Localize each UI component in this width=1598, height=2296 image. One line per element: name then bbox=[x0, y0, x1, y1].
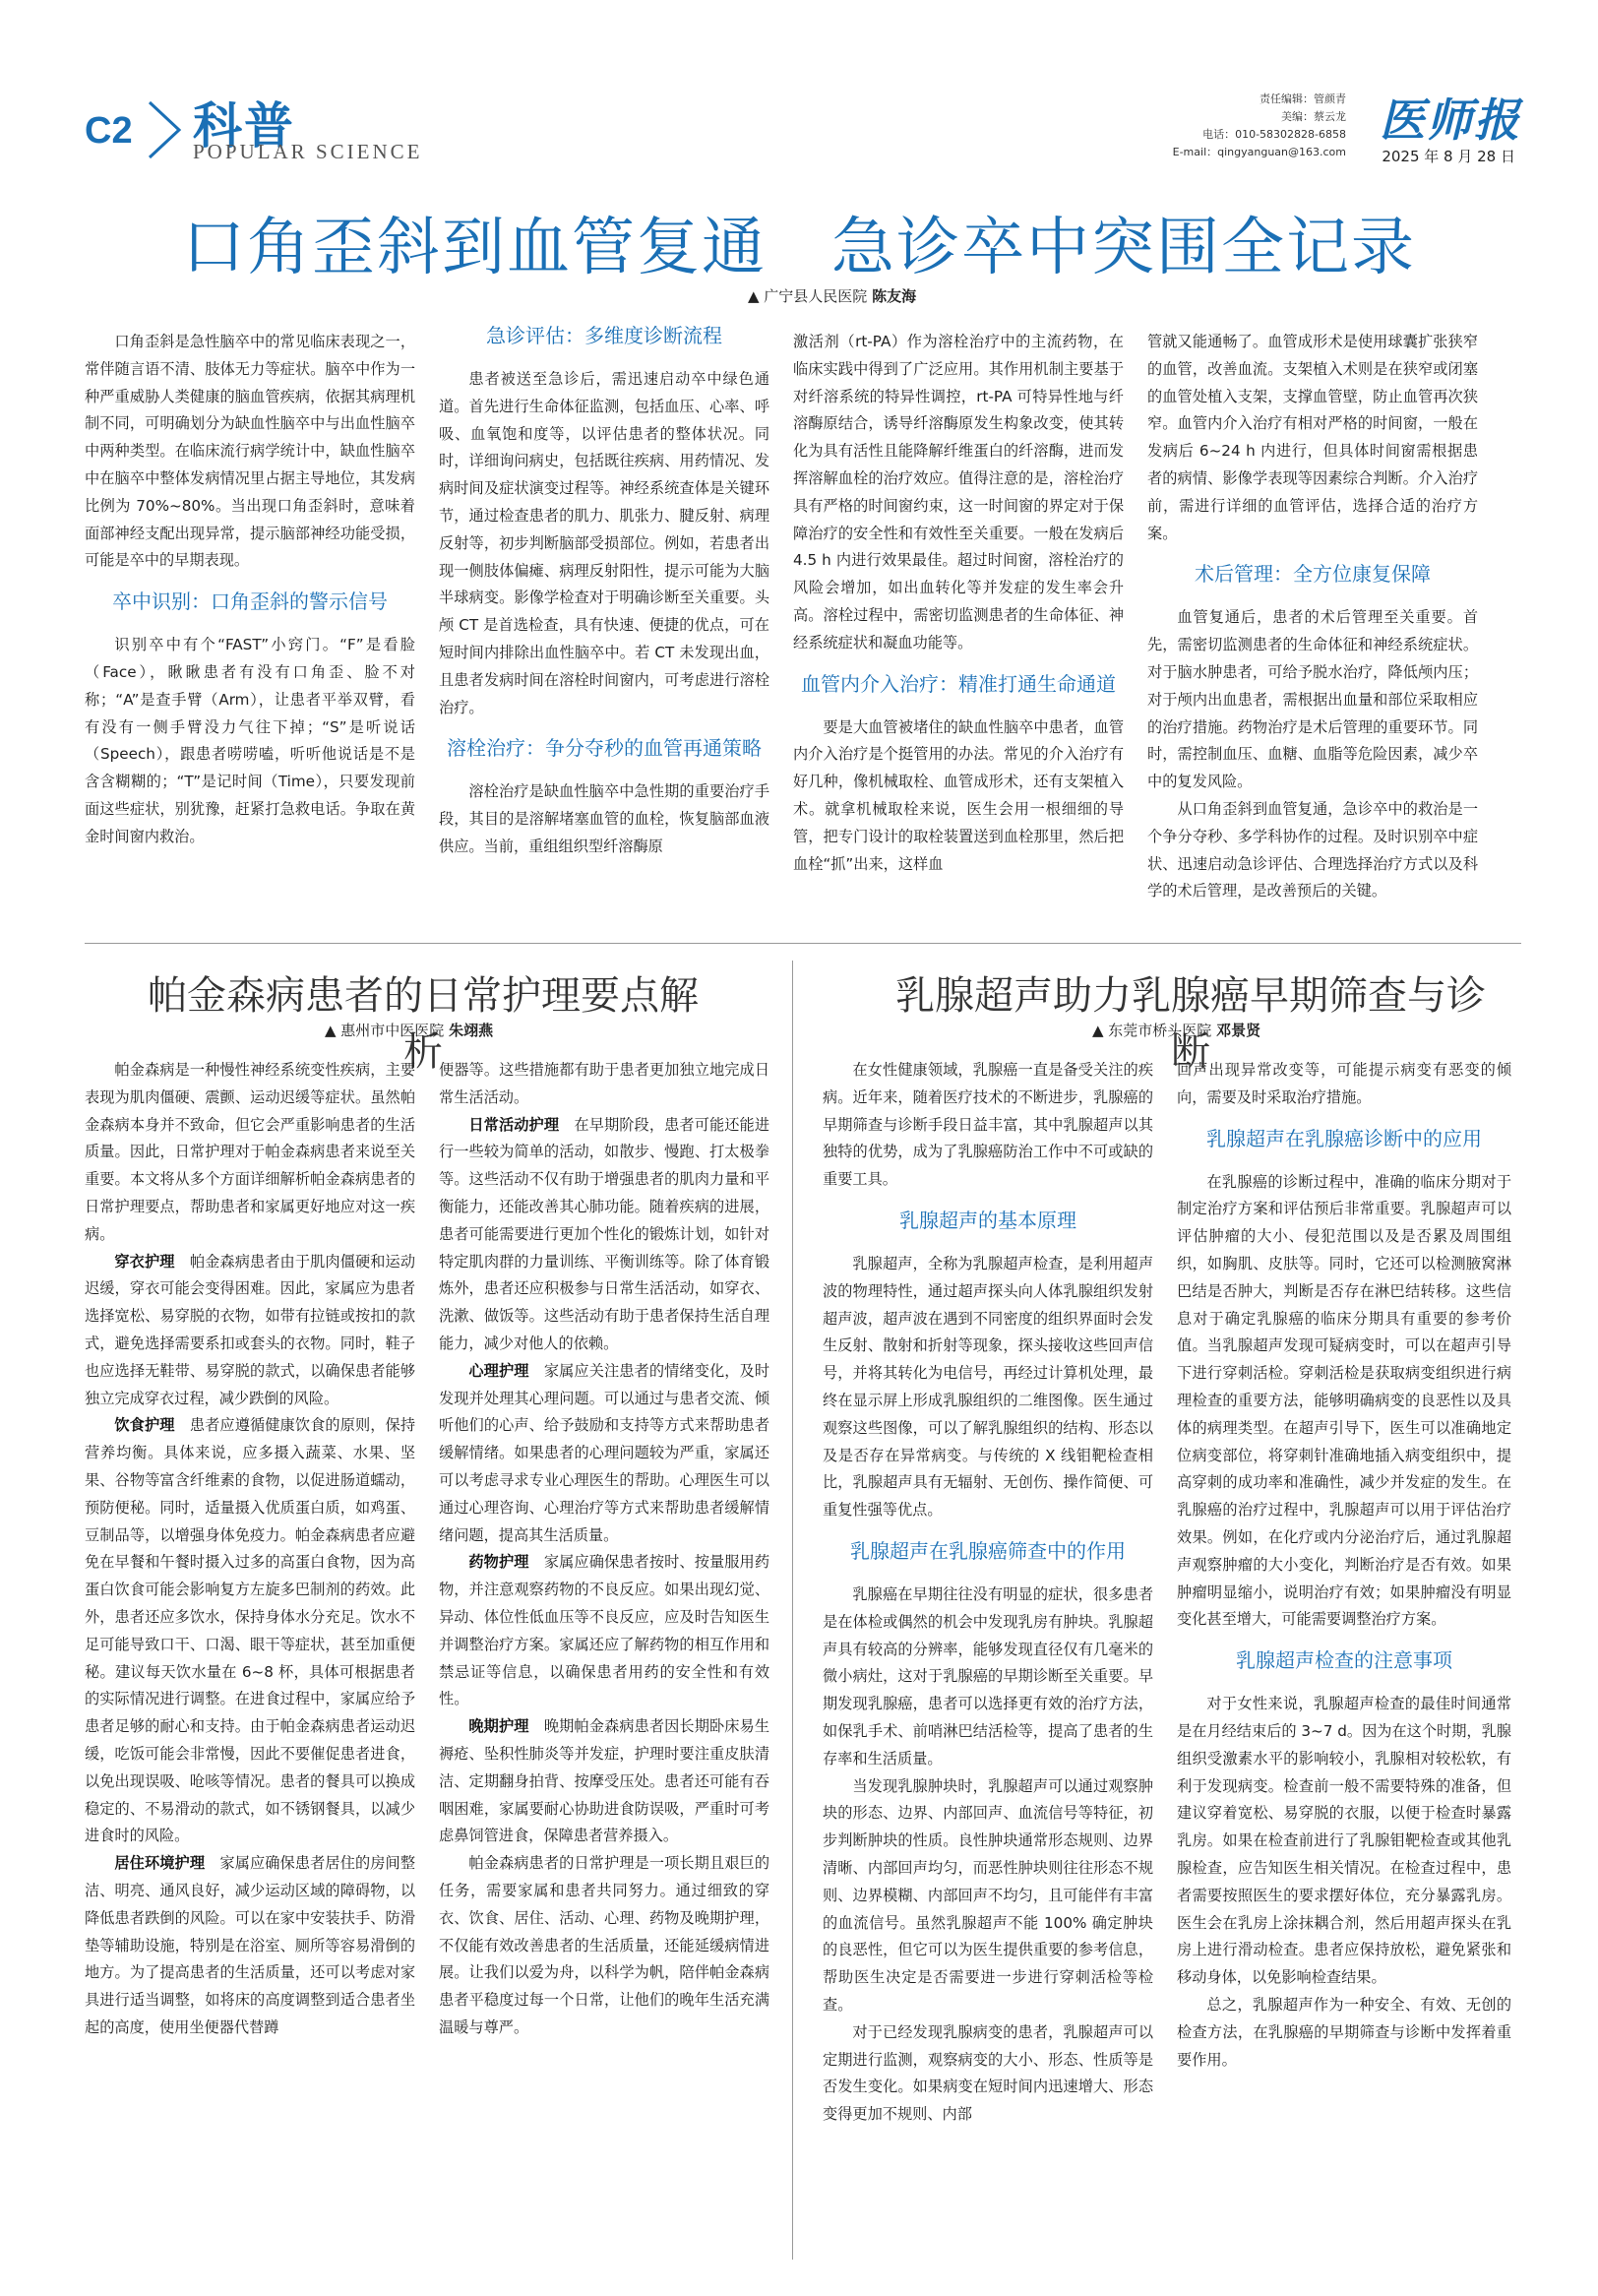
byline-org: ▲ 广宁县人民医院 bbox=[748, 287, 873, 305]
paragraph-text: 家属应确保患者居住的房间整洁、明亮、通风良好，减少运动区域的障碍物，以降低患者跌倒的风险。可以在家中安装扶手、防滑垫等辅助设施，特别是在浴室、厕所等容易滑倒的地方。为了提高患者的生活质量，还可以考虑对家具进行适当调整，如将床的高度调整到适合患者坐起的高度，使用坐便器代替蹲 bbox=[85, 1854, 415, 2036]
paragraph: 帕金森病是一种慢性神经系统变性疾病，主要表现为肌肉僵硬、震颤、运动迟缓等症状。虽然帕金森病本身并不致命，但它会严重影响患者的生活质量。因此，日常护理对于帕金森病患者来说至关重要。本文将从多个方面详细解析帕金森病患者的日常护理要点，帮助患者和家属更好地应对这一疾病。 bbox=[85, 1061, 415, 1243]
article3-column-1 bbox=[823, 1057, 1153, 2258]
paragraph: 便器等。这些措施都有助于患者更加独立地完成日常生活活动。 bbox=[439, 1061, 769, 1106]
designer-line: 美编：蔡云龙 bbox=[1281, 110, 1346, 123]
byline-org: ▲ 东莞市桥头医院 bbox=[1092, 1022, 1217, 1039]
byline-author: 邓景贤 bbox=[1216, 1022, 1261, 1039]
article1-column-3 bbox=[793, 329, 1124, 939]
article3-title: 乳腺超声助力乳腺癌早期筛查与诊断 bbox=[895, 973, 1486, 1075]
paragraph: 口角歪斜是急性脑卒中的常见临床表现之一，常伴随言语不清、肢体无力等症状。脑卒中作为一种严重威胁人类健康的脑血管疾病，依据其病理机制不同，可明确划分为缺血性脑卒中与出血性脑卒中两种类型。在临床流行病学统计中，缺血性脑卒中在脑卒中整体发病情况里占据主导地位，其发病比例为 70%~80%。当出现口角歪斜时，意味着面部神经支配出现异常，提示脑部神经功能受损，可能是卒中的早期表现。 bbox=[85, 333, 415, 570]
section-heading: 乳腺超声检查的注意事项 bbox=[1236, 1648, 1452, 1673]
paragraph: 对于已经发现乳腺病变的患者，乳腺超声可以定期进行监测，观察病变的大小、形态、性质等是否发生变化。如果病变在短时间内迅速增大、形态变得更加不规则、内部 bbox=[823, 2022, 1153, 2124]
byline-org: ▲ 惠州市中医医院 bbox=[325, 1022, 450, 1039]
byline-author: 朱翊燕 bbox=[449, 1022, 494, 1039]
editor-info bbox=[1173, 91, 1346, 161]
section-heading: 血管内介入治疗：精准打通生命通道 bbox=[801, 671, 1116, 696]
section-heading: 急诊评估：多维度诊断流程 bbox=[486, 324, 722, 347]
article1-column-1 bbox=[85, 329, 415, 939]
masthead bbox=[85, 85, 1521, 171]
section-heading: 乳腺超声在乳腺癌筛查中的作用 bbox=[850, 1538, 1126, 1563]
paragraph: 乳腺超声，全称为乳腺超声检查，是利用超声波的物理特性，通过超声探头向人体乳腺组织发射超声波，超声波在遇到不同密度的组织界面时会发生反射、散射和折射等现象，探头接收这些回声信号，并将其转化为电信号，再经过计算机处理，最终在显示屏上形成乳腺组织的二维图像。医生通过观察这些图像，可以了解乳腺组织的结构、形态以及是否存在异常病变。与传统的 X 线钼靶检查相比，乳腺超声具有无辐射、无创伤、操作简便、可重复性强等优点。 bbox=[823, 1254, 1153, 1520]
section-heading: 乳腺超声在乳腺癌诊断中的应用 bbox=[1206, 1126, 1482, 1150]
lead-label: 晚期护理 bbox=[468, 1717, 529, 1736]
paragraph: 帕金森病患者的日常护理是一项长期且艰巨的任务，需要家属和患者共同努力。通过细致的穿衣、饮食、居住、活动、心理、药物及晚期护理，不仅能有效改善患者的生活质量，还能延缓病情进展。让我们以爱为舟，以科学为帆，陪伴帕金森病患者平稳度过每一个日常，让他们的晚年生活充满温暖与尊严。 bbox=[439, 1854, 769, 2036]
paragraph: 在乳腺癌的诊断过程中，准确的临床分期对于制定治疗方案和评估预后非常重要。乳腺超声可以评估肿瘤的大小、侵犯范围以及是否累及周围组织，如胸肌、皮肤等。同时，它还可以检测腋窝淋巴结是否肿大，判断是否存在淋巴结转移。这些信息对于确定乳腺癌的临床分期具有重要的参考价值。当乳腺超声发现可疑病变时，可以在超声引导下进行穿刺活检。穿刺活检是获取病变组织进行病理检查的重要方法，能够明确病变的良恶性以及具体的病理类型。在超声引导下，医生可以准确地定位病变部位，将穿刺针准确地插入病变组织中，提高穿刺的成功率和准确性，减少并发症的发生。在乳腺癌的治疗过程中，乳腺超声可以用于评估治疗效果。例如，在化疗或内分泌治疗后，通过乳腺超声观察肿瘤的大小变化，判断治疗是否有效。如果肿瘤明显缩小，说明治疗有效；如果肿瘤没有明显变化甚至增大，可能需要调整治疗方案。 bbox=[1177, 1172, 1511, 1629]
issue-date: 2025 年 8 月 28 日 bbox=[1382, 148, 1515, 165]
article3-column-2 bbox=[1177, 1057, 1511, 2258]
lead-label: 心理护理 bbox=[468, 1361, 529, 1380]
paragraph-text: 家属应关注患者的情绪变化，及时发现并处理其心理问题。可以通过与患者交流、倾听他们的心声、给予鼓励和支持等方式来帮助患者缓解情绪。如果患者的心理问题较为严重，家属还可以考虑寻求专业心理医生的帮助。心理医生可以通过心理咨询、心理治疗等方式来帮助患者缓解情绪问题，提高其生活质量。 bbox=[439, 1361, 769, 1544]
paragraph: 血管复通后，患者的术后管理至关重要。首先，需密切监测患者的生命体征和神经系统症状。对于脑水肿患者，可给予脱水治疗，降低颅内压；对于颅内出血患者，需根据出血量和部位采取相应的治疗措施。药物治疗是术后管理的重要环节。同时，需控制血压、血糖、血脂等危险因素，减少卒中的复发风险。 bbox=[1147, 608, 1478, 791]
paragraph: 总之，乳腺超声作为一种安全、有效、无创的检查方法，在乳腺癌的早期筛查与诊断中发挥着重要作用。 bbox=[1177, 1995, 1511, 2069]
article2-title: 帕金森病患者的日常护理要点解析 bbox=[148, 973, 699, 1075]
lead-label: 日常活动护理 bbox=[468, 1115, 560, 1134]
paragraph: 乳腺癌在早期往往没有明显的症状，很多患者是在体检或偶然的机会中发现乳房有肿块。乳腺超声具有较高的分辨率，能够发现直径仅有几毫米的微小病灶，这对于乳腺癌的早期诊断至关重要。早期发现乳腺癌，患者可以选择更有效的治疗方法，如保乳手术、前哨淋巴结活检等，提高了患者的生存率和生活质量。 bbox=[823, 1584, 1153, 1768]
paragraph: 回声出现异常改变等，可能提示病变有恶变的倾向，需要及时采取治疗措施。 bbox=[1177, 1061, 1511, 1106]
paragraph: 要是大血管被堵住的缺血性脑卒中患者，血管内介入治疗是个挺管用的办法。常见的介入治疗有好几种，像机械取栓、血管成形术，还有支架植入术。就拿机械取栓来说，医生会用一根细细的导管，把专门设计的取栓装置送到血栓那里，然后把血栓“抓”出来，这样血 bbox=[793, 717, 1124, 873]
paragraph: 识别卒中有个“FAST”小窍门。“F”是看脸（Face），瞅瞅患者有没有口角歪、脸不对称；“A”是查手臂（Arm），让患者平举双臂，看有没有一侧手臂没力气往下掉；“S”是听说话（Speech），跟患者唠唠嗑，听听他说话是不是含含糊糊的；“T”是记时间（Time），只要发现前面这些症状，别犹豫，赶紧打急救电话。争取在黄金时间窗内救治。 bbox=[85, 636, 415, 845]
lead-label: 药物护理 bbox=[468, 1553, 529, 1572]
article2-column-1 bbox=[85, 1057, 415, 2258]
paragraph: 在女性健康领域，乳腺癌一直是备受关注的疾病。近年来，随着医疗技术的不断进步，乳腺癌的早期筛查与诊断手段日益丰富，其中乳腺超声以其独特的优势，成为了乳腺癌防治工作中不可或缺的重要工具。 bbox=[823, 1061, 1153, 1189]
article3-byline bbox=[1092, 1020, 1260, 1040]
section-heading: 乳腺超声的基本原理 bbox=[899, 1208, 1076, 1232]
paragraph: 激活剂（rt-PA）作为溶栓治疗中的主流药物，在临床实践中得到了广泛应用。其作用机制主要基于对纤溶系统的特异性调控，rt-PA 可特异性地与纤溶酶原结合，诱导纤溶酶原发生构象改变，使其转化为具有活性且能降解纤维蛋白的纤溶酶，进而发挥溶解血栓的治疗效应。值得注意的是，溶栓治疗具有严格的时间窗约束，这一时间窗的界定对于保障治疗的安全性和有效性至关重要。一般在发病后 4.5 h 内进行效果最佳。超过时间窗，溶栓治疗的风险会增加，如出血转化等并发症的发生率会升高。溶栓过程中，需密切监测患者的生命体征、神经系统症状和凝血功能等。 bbox=[793, 333, 1124, 652]
section-divider bbox=[85, 943, 1521, 944]
section-heading: 术后管理：全方位康复保障 bbox=[1195, 562, 1431, 587]
byline-author: 陈友海 bbox=[872, 287, 917, 305]
article2-byline bbox=[325, 1020, 493, 1040]
paragraph-text: 帕金森病患者由于肌肉僵硬和运动迟缓，穿衣可能会变得困难。因此，家属应为患者选择宽松、易穿脱的衣物，如带有拉链或按扣的款式，避免选择需要系扣或套头的衣物。同时，鞋子也应选择无鞋带、易穿脱的款式，以确保患者能够独立完成穿衣过程，减少跌倒的风险。 bbox=[85, 1252, 415, 1407]
lead-label: 饮食护理 bbox=[114, 1416, 175, 1435]
article1-title: 口角歪斜到血管复通 急诊卒中突围全记录 bbox=[182, 212, 1416, 284]
paper-logo: 医师报 bbox=[1380, 93, 1521, 147]
page-number: C2 bbox=[85, 110, 133, 152]
paragraph-text: 在早期阶段，患者可能还能进行一些较为简单的活动，如散步、慢跑、打太极拳等。这些活动不仅有助于增强患者的肌肉力量和平衡能力，还能改善其心肺功能。随着疾病的进展，患者可能需要进行更加个性化的锻炼计划，如针对特定肌肉群的力量训练、平衡训练等。除了体育锻炼外，患者还应积极参与日常生活活动，如穿衣、洗漱、做饭等。这些活动有助于患者保持生活自理能力，减少对他人的依赖。 bbox=[439, 1115, 769, 1352]
section-heading: 溶栓治疗：争分夺秒的血管再通策略 bbox=[447, 736, 762, 761]
article1-byline bbox=[748, 285, 916, 306]
column-subtitle: POPULAR SCIENCE bbox=[193, 140, 423, 163]
vertical-divider bbox=[792, 961, 793, 2260]
editor-line: 责任编辑：管颜青 bbox=[1260, 93, 1346, 105]
paragraph: 溶栓治疗是缺血性脑卒中急性期的重要治疗手段，其目的是溶解堵塞血管的血栓，恢复脑部血液供应。当前，重组组织型纤溶酶原 bbox=[439, 782, 769, 855]
paragraph: 患者被送至急诊后，需迅速启动卒中绿色通道。首先进行生命体征监测，包括血压、心率、呼吸、血氧饱和度等，以评估患者的整体状况。同时，详细询问病史，包括既往疾病、用药情况、发病时间及症状演变过程等。神经系统查体是关键环节，通过检查患者的肌力、肌张力、腱反射、病理反射等，初步判断脑部受损部位。例如，若患者出现一侧肢体偏瘫、病理反射阳性，提示可能为大脑半球病变。影像学检查对于明确诊断至关重要。头颅 CT 是首选检查，具有快速、便捷的优点，可在短时间内排除出血性脑卒中。若 CT 未发现出血，且患者发病时间在溶栓时间窗内，可考虑进行溶栓治疗。 bbox=[439, 370, 769, 716]
article1-column-2 bbox=[439, 321, 769, 939]
article2-column-2 bbox=[439, 1057, 769, 2258]
phone-line: 电话：010-58302828-6858 bbox=[1202, 128, 1346, 141]
chevron-right-icon bbox=[144, 98, 187, 161]
paragraph-text: 晚期帕金森病患者因长期卧床易生褥疮、坠积性肺炎等并发症，护理时要注重皮肤清洁、定期翻身拍背、按摩受压处。患者还可能有吞咽困难，家属要耐心协助进食防误吸，严重时可考虑鼻饲管进食，保障患者营养摄入。 bbox=[439, 1717, 769, 1845]
paragraph: 从口角歪斜到血管复通，急诊卒中的救治是一个争分夺秒、多学科协作的过程。及时识别卒中症状、迅速启动急诊评估、合理选择治疗方式以及科学的术后管理，是改善预后的关键。 bbox=[1147, 799, 1478, 900]
section-heading: 卒中识别：口角歪斜的警示信号 bbox=[112, 590, 388, 614]
paragraph-text: 家属应确保患者按时、按量服用药物，并注意观察药物的不良反应。如果出现幻觉、异动、体位性低血压等不良反应，应及时告知医生并调整治疗方案。家属还应了解药物的相互作用和禁忌证等信息，以确保患者用药的安全性和有效性。 bbox=[439, 1553, 769, 1708]
paragraph: 对于女性来说，乳腺超声检查的最佳时间通常是在月经结束后的 3~7 d。因为在这个时期，乳腺组织受激素水平的影响较小，乳腺相对较松软，有利于发现病变。检查前一般不需要特殊的准备，但建议穿着宽松、易穿脱的衣服，以便于检查时暴露乳房。如果在检查前进行了乳腺钼靶检查或其他乳腺检查，应告知医生相关情况。在检查过程中，患者需要按照医生的要求摆好体位，充分暴露乳房。医生会在乳房上涂抹耦合剂，然后用超声探头在乳房上进行滑动检查。患者应保持放松，避免紧张和移动身体，以免影响检查结果。 bbox=[1177, 1695, 1511, 1987]
paragraph: 管就又能通畅了。血管成形术是使用球囊扩张狭窄的血管，改善血流。支架植入术则是在狭窄或闭塞的血管处植入支架，支撑血管壁，防止血管再次狭窄。血管内介入治疗有相对严格的时间窗，一般在发病后 6~24 h 内进行，但具体时间窗需根据患者的病情、影像学表现等因素综合判断。介入治疗前，需进行详细的血管评估，选择合适的治疗方案。 bbox=[1147, 333, 1478, 542]
paragraph: 当发现乳腺肿块时，乳腺超声可以通过观察肿块的形态、边界、内部回声、血流信号等特征，初步判断肿块的性质。良性肿块通常形态规则、边界清晰、内部回声均匀，而恶性肿块则往往形态不规则、边界模糊、内部回声不均匀，且可能伴有丰富的血流信号。虽然乳腺超声不能 100% 确定肿块的良恶性，但它可以为医生提供重要的参考信息，帮助医生决定是否需要进一步进行穿刺活检等检查。 bbox=[823, 1776, 1153, 2014]
lead-label: 居住环境护理 bbox=[114, 1854, 206, 1873]
column-title: 科普 bbox=[193, 97, 295, 155]
lead-label: 穿衣护理 bbox=[114, 1252, 175, 1271]
email-line: E-mail：qingyanguan@163.com bbox=[1172, 146, 1346, 158]
paragraph-text: 患者应遵循健康饮食的原则，保持营养均衡。具体来说，应多摄入蔬菜、水果、坚果、谷物等富含纤维素的食物，以促进肠道蠕动，预防便秘。同时，适量摄入优质蛋白质，如鸡蛋、豆制品等，以增强身体免疫力。帕金森病患者应避免在早餐和午餐时摄入过多的高蛋白食物，因为高蛋白饮食可能会影响复方左旋多巴制剂的药效。此外，患者还应多饮水，保持身体水分充足。饮水不足可能导致口干、口渴、眼干等症状，甚至加重便秘。建议每天饮水量在 6~8 杯，具体可根据患者的实际情况进行调整。在进食过程中，家属应给予患者足够的耐心和支持。由于帕金森病患者运动迟缓，吃饭可能会非常慢，因此不要催促患者进食，以免出现误吸、呛咳等情况。患者的餐具可以换成稳定的、不易滑动的款式，如不锈钢餐具，以减少进食时的风险。 bbox=[85, 1416, 415, 1845]
article1-column-4 bbox=[1147, 329, 1478, 939]
